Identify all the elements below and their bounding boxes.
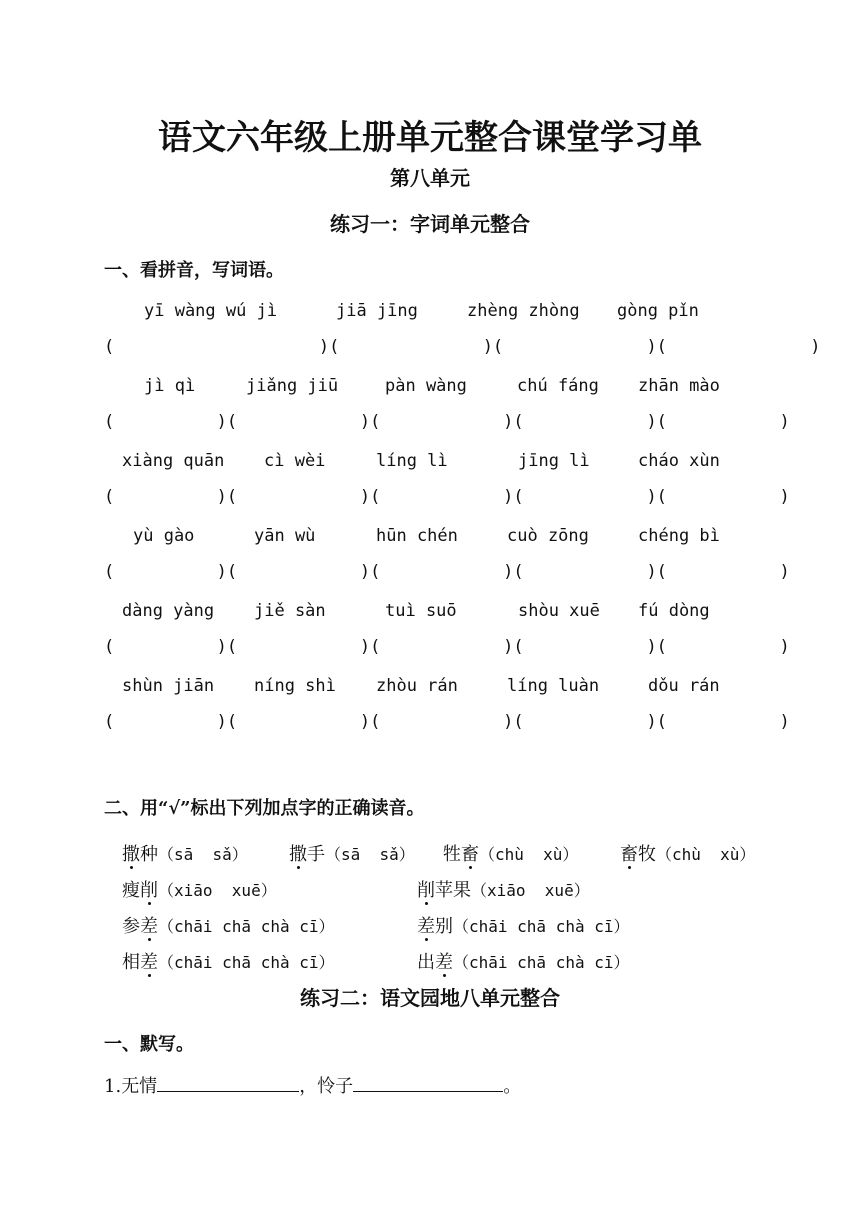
pinyin-item: dǒu rán: [648, 676, 720, 696]
pronunciation-item[interactable]: 畜牧（chù xù）: [620, 844, 756, 865]
pinyin-item: tuì suō: [385, 601, 457, 621]
pinyin-item: hūn chén: [376, 526, 458, 546]
pinyin-item: shùn jiān: [122, 676, 215, 696]
pronunciation-item[interactable]: 瘦削（xiāo xuē）: [122, 880, 277, 901]
answer-brackets-row-5[interactable]: ( )( )( )( )( ): [104, 637, 790, 657]
pinyin-item: dàng yàng: [122, 601, 215, 621]
answer-blank[interactable]: [353, 1073, 503, 1092]
pinyin-item: cháo xùn: [638, 451, 720, 471]
dictation-question-1: 1.无情 ，怜子 。: [104, 1072, 521, 1098]
exercise-1-title: 练习一：字词单元整合: [330, 212, 530, 236]
answer-brackets-row-3[interactable]: ( )( )( )( )( ): [104, 487, 790, 507]
pinyin-item: chú fáng: [517, 376, 599, 396]
pinyin-item: yān wù: [254, 526, 316, 546]
pronunciation-item[interactable]: 削苹果（xiāo xuē）: [417, 880, 590, 901]
unit-heading: 第八单元: [390, 166, 470, 190]
pronunciation-item[interactable]: 撒手（sā sǎ）: [289, 844, 415, 865]
pinyin-item: zhòu rán: [376, 676, 458, 696]
pinyin-item: fú dòng: [638, 601, 710, 621]
exercise-2-title: 练习二：语文园地八单元整合: [300, 986, 560, 1010]
pinyin-item: jì qì: [144, 376, 196, 396]
pinyin-item: zhān mào: [638, 376, 720, 396]
pinyin-item: pàn wàng: [385, 376, 467, 396]
pronunciation-item[interactable]: 差别（chāi chā chà cī）: [417, 916, 630, 937]
pinyin-item: líng luàn: [507, 676, 600, 696]
pronunciation-item[interactable]: 相差（chāi chā chà cī）: [122, 952, 335, 973]
page-title: 语文六年级上册单元整合课堂学习单: [158, 118, 702, 158]
pinyin-item: jīng lì: [518, 451, 590, 471]
pinyin-item: líng lì: [376, 451, 448, 471]
pronunciation-item[interactable]: 牲畜（chù xù）: [443, 844, 579, 865]
pinyin-item: chéng bì: [638, 526, 720, 546]
section-heading-pinyin: 一、看拼音，写词语。: [104, 260, 284, 281]
pinyin-item: zhèng zhòng: [467, 301, 580, 321]
section-heading-dictation: 一、默写。: [104, 1034, 194, 1055]
pronunciation-item[interactable]: 撒种（sā sǎ）: [122, 844, 248, 865]
pinyin-item: jiě sàn: [254, 601, 326, 621]
pinyin-item: jiǎng jiū: [246, 376, 339, 396]
answer-brackets-row-6[interactable]: ( )( )( )( )( ): [104, 712, 790, 732]
pinyin-item: shòu xuē: [518, 601, 600, 621]
pronunciation-item[interactable]: 参差（chāi chā chà cī）: [122, 916, 335, 937]
pinyin-item: níng shì: [254, 676, 336, 696]
pinyin-item: xiàng quān: [122, 451, 225, 471]
section-heading-pronunciation: 二、用“√”标出下列加点字的正确读音。: [104, 798, 425, 819]
answer-brackets-row-2[interactable]: ( )( )( )( )( ): [104, 412, 790, 432]
pronunciation-item[interactable]: 出差（chāi chā chà cī）: [417, 952, 630, 973]
pinyin-item: gòng pǐn: [617, 301, 699, 321]
pinyin-item: yī wàng wú jì: [144, 301, 278, 321]
answer-brackets-row-1[interactable]: ( )( )( )( ): [104, 337, 821, 357]
pinyin-item: cuò zōng: [507, 526, 589, 546]
pinyin-item: yù gào: [133, 526, 195, 546]
answer-blank[interactable]: [157, 1073, 299, 1092]
pinyin-item: jiā jīng: [336, 301, 418, 321]
pinyin-item: cì wèi: [264, 451, 326, 471]
answer-brackets-row-4[interactable]: ( )( )( )( )( ): [104, 562, 790, 582]
